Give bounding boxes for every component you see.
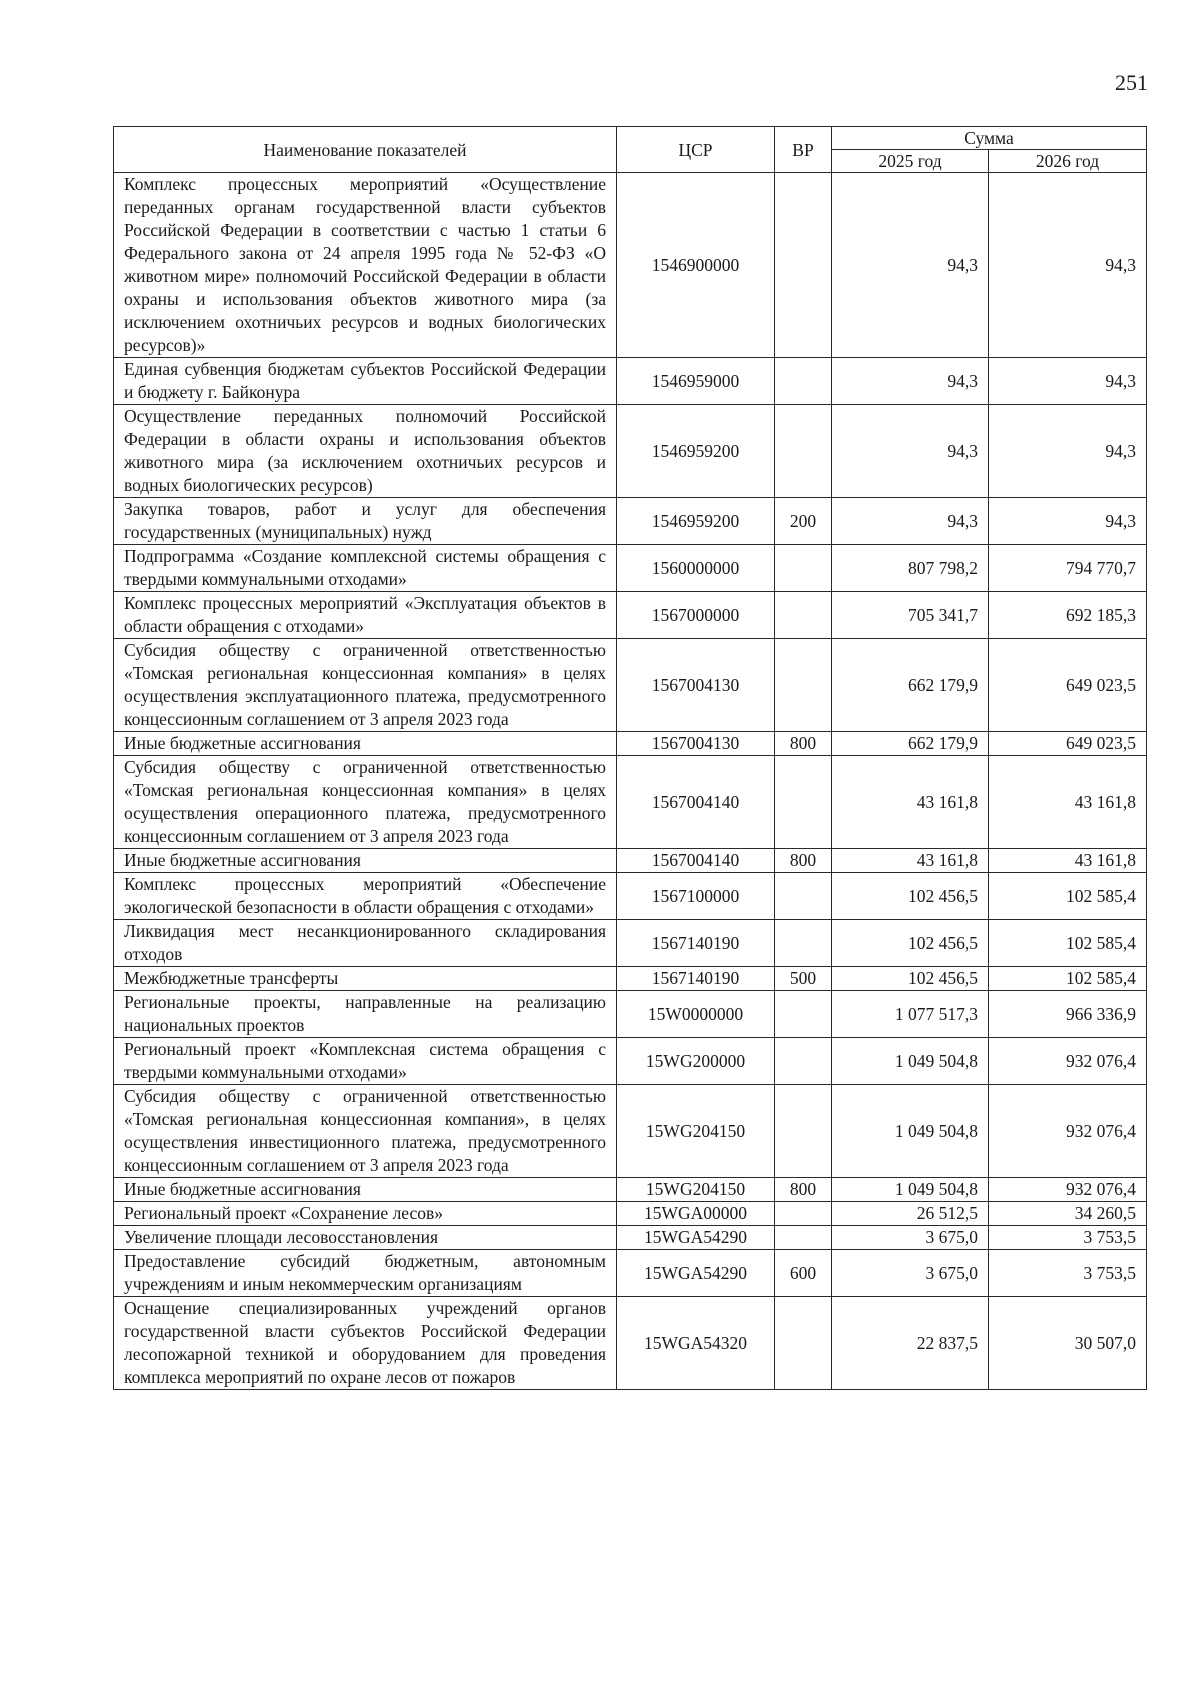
table-row (114, 639, 1147, 732)
row-amount-2026-cell: 3 753,5 (989, 1226, 1147, 1250)
row-amount-2026-cell: 34 260,5 (989, 1202, 1147, 1226)
row-vr-cell (775, 1226, 832, 1250)
row-name-cell: Комплекс процессных мероприятий «Осуществление переданных органам государственной власти субъектов Российской Федерации в соответствии с частью 1 статьи 6 Федерального закона от 24 апреля 1995 года № 52-ФЗ «О животном мире» полномочий Российской Федерации в области охраны и использования объектов животного мира (за исключением охотничьих ресурсов и водных биологических ресурсов)» (114, 173, 617, 358)
table-row (114, 756, 1147, 849)
row-vr-cell (775, 358, 832, 405)
row-amount-2026-cell: 3 753,5 (989, 1250, 1147, 1297)
row-amount-2025-cell: 1 049 504,8 (832, 1038, 989, 1085)
row-name-cell: Региональный проект «Комплексная система обращения с твердыми коммунальными отходами» (114, 1038, 617, 1085)
row-vr-cell (775, 592, 832, 639)
row-vr-cell (775, 639, 832, 732)
row-amount-2025-cell: 102 456,5 (832, 967, 989, 991)
header-row (114, 127, 1147, 150)
table-row (114, 732, 1147, 756)
row-amount-2025-cell: 3 675,0 (832, 1226, 989, 1250)
header-name: Наименование показателей (114, 127, 617, 173)
row-csr-cell: 15WGA54320 (617, 1297, 775, 1390)
row-name-cell: Межбюджетные трансферты (114, 967, 617, 991)
row-name-cell: Осуществление переданных полномочий Российской Федерации в области охраны и использования объектов животного мира (за исключением охотничьих ресурсов и водных биологических ресурсов) (114, 405, 617, 498)
row-vr-cell (775, 1297, 832, 1390)
table-body (114, 173, 1147, 1390)
row-amount-2025-cell: 705 341,7 (832, 592, 989, 639)
row-csr-cell: 1567004140 (617, 849, 775, 873)
row-name-cell: Иные бюджетные ассигнования (114, 732, 617, 756)
row-csr-cell: 1567004140 (617, 756, 775, 849)
row-csr-cell: 1567000000 (617, 592, 775, 639)
row-amount-2025-cell: 662 179,9 (832, 639, 989, 732)
row-amount-2025-cell: 22 837,5 (832, 1297, 989, 1390)
row-amount-2025-cell: 43 161,8 (832, 756, 989, 849)
header-sum: Сумма (832, 127, 1147, 150)
row-csr-cell: 1546959200 (617, 405, 775, 498)
row-amount-2026-cell: 649 023,5 (989, 639, 1147, 732)
row-amount-2026-cell: 932 076,4 (989, 1178, 1147, 1202)
table-row (114, 1178, 1147, 1202)
row-vr-cell (775, 991, 832, 1038)
header-year-2026: 2026 год (989, 150, 1147, 173)
row-name-cell: Региональные проекты, направленные на реализацию национальных проектов (114, 991, 617, 1038)
row-amount-2025-cell: 94,3 (832, 405, 989, 498)
row-amount-2026-cell: 102 585,4 (989, 967, 1147, 991)
row-vr-cell (775, 545, 832, 592)
row-amount-2025-cell: 3 675,0 (832, 1250, 989, 1297)
table-row (114, 592, 1147, 639)
row-csr-cell: 15WGA54290 (617, 1250, 775, 1297)
row-amount-2025-cell: 1 049 504,8 (832, 1178, 989, 1202)
row-amount-2026-cell: 43 161,8 (989, 756, 1147, 849)
table-row (114, 173, 1147, 358)
row-amount-2025-cell: 102 456,5 (832, 873, 989, 920)
row-csr-cell: 1546900000 (617, 173, 775, 358)
row-amount-2026-cell: 649 023,5 (989, 732, 1147, 756)
table-row (114, 1250, 1147, 1297)
table-row (114, 849, 1147, 873)
row-amount-2026-cell: 102 585,4 (989, 873, 1147, 920)
table-header (114, 127, 1147, 173)
row-name-cell: Подпрограмма «Создание комплексной системы обращения с твердыми коммунальными отходами» (114, 545, 617, 592)
row-amount-2026-cell: 94,3 (989, 405, 1147, 498)
row-amount-2025-cell: 94,3 (832, 498, 989, 545)
row-amount-2026-cell: 932 076,4 (989, 1038, 1147, 1085)
table-row (114, 1038, 1147, 1085)
row-amount-2026-cell: 94,3 (989, 498, 1147, 545)
table-row (114, 1085, 1147, 1178)
header-year-2025: 2025 год (832, 150, 989, 173)
table-row (114, 358, 1147, 405)
row-name-cell: Субсидия обществу с ограниченной ответственностью «Томская региональная концессионная компания», в целях осуществления инвестиционного платежа, предусмотренного концессионным соглашением от 3 апреля 2023 года (114, 1085, 617, 1178)
row-csr-cell: 1560000000 (617, 545, 775, 592)
row-amount-2026-cell: 932 076,4 (989, 1085, 1147, 1178)
row-csr-cell: 1567100000 (617, 873, 775, 920)
row-vr-cell: 600 (775, 1250, 832, 1297)
row-name-cell: Единая субвенция бюджетам субъектов Российской Федерации и бюджету г. Байконура (114, 358, 617, 405)
row-name-cell: Комплекс процессных мероприятий «Эксплуатация объектов в области обращения с отходами» (114, 592, 617, 639)
table-row (114, 545, 1147, 592)
row-vr-cell (775, 920, 832, 967)
budget-table (113, 126, 1147, 1390)
row-vr-cell: 200 (775, 498, 832, 545)
row-csr-cell: 15WGA00000 (617, 1202, 775, 1226)
row-csr-cell: 15WG204150 (617, 1178, 775, 1202)
table-row (114, 498, 1147, 545)
row-amount-2025-cell: 102 456,5 (832, 920, 989, 967)
row-csr-cell: 15WG204150 (617, 1085, 775, 1178)
table-row (114, 991, 1147, 1038)
row-vr-cell (775, 405, 832, 498)
row-amount-2026-cell: 794 770,7 (989, 545, 1147, 592)
row-name-cell: Предоставление субсидий бюджетным, автономным учреждениям и иным некоммерческим организациям (114, 1250, 617, 1297)
row-amount-2026-cell: 966 336,9 (989, 991, 1147, 1038)
table-row (114, 1202, 1147, 1226)
header-vr: ВР (775, 127, 832, 173)
table-row (114, 405, 1147, 498)
table-row (114, 1297, 1147, 1390)
row-vr-cell (775, 173, 832, 358)
row-amount-2025-cell: 1 077 517,3 (832, 991, 989, 1038)
row-vr-cell (775, 1085, 832, 1178)
row-amount-2025-cell: 26 512,5 (832, 1202, 989, 1226)
header-csr: ЦСР (617, 127, 775, 173)
table-row (114, 873, 1147, 920)
row-amount-2025-cell: 94,3 (832, 358, 989, 405)
row-amount-2026-cell: 94,3 (989, 173, 1147, 358)
row-amount-2025-cell: 94,3 (832, 173, 989, 358)
row-name-cell: Увеличение площади лесовосстановления (114, 1226, 617, 1250)
row-csr-cell: 1567140190 (617, 967, 775, 991)
row-amount-2026-cell: 692 185,3 (989, 592, 1147, 639)
row-csr-cell: 1546959200 (617, 498, 775, 545)
row-csr-cell: 1567004130 (617, 732, 775, 756)
row-name-cell: Комплекс процессных мероприятий «Обеспечение экологической безопасности в области обращения с отходами» (114, 873, 617, 920)
row-name-cell: Иные бюджетные ассигнования (114, 1178, 617, 1202)
row-name-cell: Субсидия обществу с ограниченной ответственностью «Томская региональная концессионная компания» в целях осуществления эксплуатационного платежа, предусмотренного концессионным соглашением от 3 апреля 2023 года (114, 639, 617, 732)
row-amount-2026-cell: 30 507,0 (989, 1297, 1147, 1390)
row-amount-2025-cell: 807 798,2 (832, 545, 989, 592)
table-row (114, 1226, 1147, 1250)
row-vr-cell: 800 (775, 849, 832, 873)
row-name-cell: Иные бюджетные ассигнования (114, 849, 617, 873)
row-name-cell: Оснащение специализированных учреждений органов государственной власти субъектов Российской Федерации лесопожарной техникой и оборудованием для проведения комплекса мероприятий по охране лесов от пожаров (114, 1297, 617, 1390)
row-amount-2026-cell: 43 161,8 (989, 849, 1147, 873)
row-csr-cell: 15W0000000 (617, 991, 775, 1038)
row-csr-cell: 15WG200000 (617, 1038, 775, 1085)
table-row (114, 967, 1147, 991)
page-number: 251 (1115, 70, 1148, 95)
row-csr-cell: 1567140190 (617, 920, 775, 967)
row-csr-cell: 1546959000 (617, 358, 775, 405)
row-vr-cell (775, 756, 832, 849)
row-csr-cell: 1567004130 (617, 639, 775, 732)
row-name-cell: Региональный проект «Сохранение лесов» (114, 1202, 617, 1226)
row-csr-cell: 15WGA54290 (617, 1226, 775, 1250)
row-amount-2025-cell: 43 161,8 (832, 849, 989, 873)
row-vr-cell (775, 1038, 832, 1085)
row-amount-2025-cell: 1 049 504,8 (832, 1085, 989, 1178)
row-vr-cell: 800 (775, 732, 832, 756)
row-vr-cell (775, 1202, 832, 1226)
row-amount-2026-cell: 102 585,4 (989, 920, 1147, 967)
row-name-cell: Закупка товаров, работ и услуг для обеспечения государственных (муниципальных) нужд (114, 498, 617, 545)
row-name-cell: Субсидия обществу с ограниченной ответственностью «Томская региональная концессионная компания» в целях осуществления операционного платежа, предусмотренного концессионным соглашением от 3 апреля 2023 года (114, 756, 617, 849)
row-vr-cell: 800 (775, 1178, 832, 1202)
row-name-cell: Ликвидация мест несанкционированного складирования отходов (114, 920, 617, 967)
row-amount-2025-cell: 662 179,9 (832, 732, 989, 756)
row-vr-cell: 500 (775, 967, 832, 991)
row-amount-2026-cell: 94,3 (989, 358, 1147, 405)
table-row (114, 920, 1147, 967)
row-vr-cell (775, 873, 832, 920)
